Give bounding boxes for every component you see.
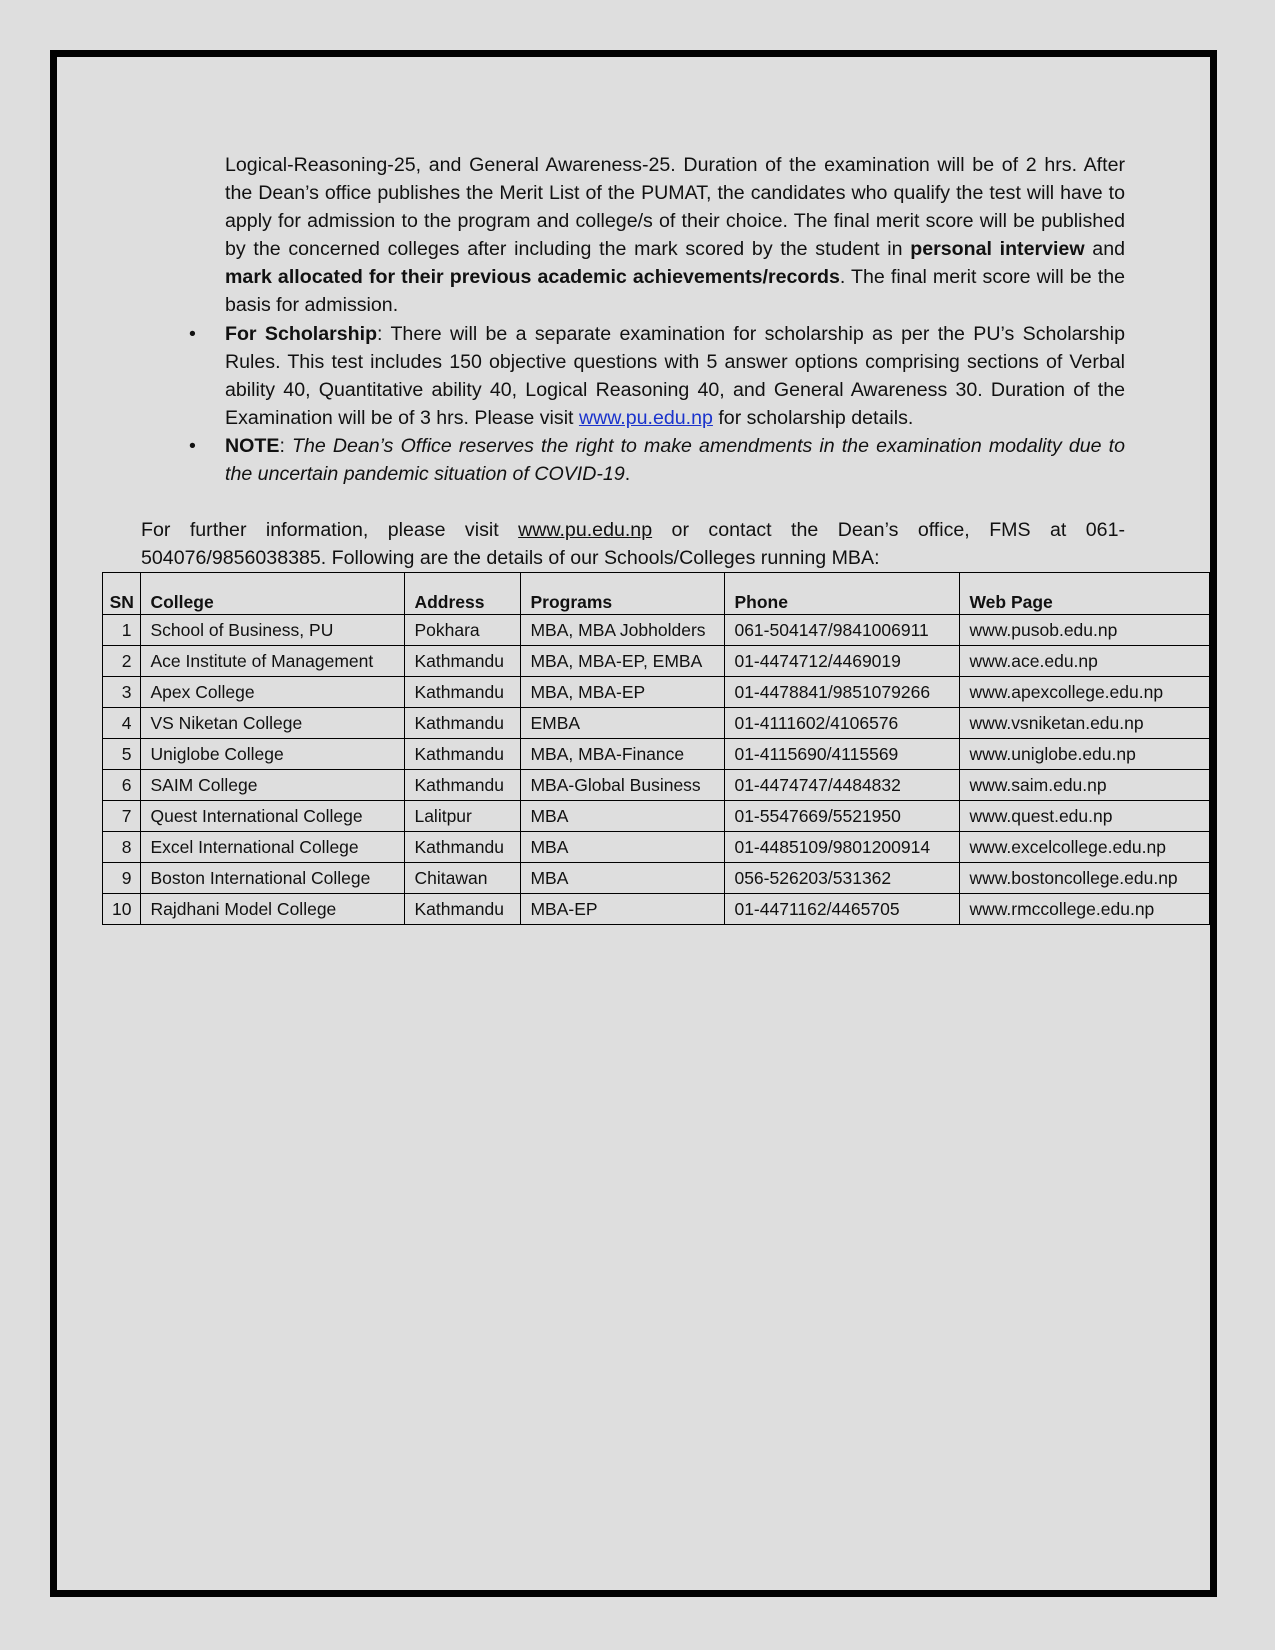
cell-phone: 01-4478841/9851079266	[725, 677, 960, 708]
header-address: Address	[405, 573, 521, 615]
table-row	[103, 894, 1210, 925]
table-row	[103, 615, 1210, 646]
header-college: College	[141, 573, 405, 615]
table-row	[103, 708, 1210, 739]
cell-sn: 9	[103, 863, 141, 894]
cell-sn: 6	[103, 770, 141, 801]
cell-programs: MBA, MBA Jobholders	[521, 615, 725, 646]
cell-address: Pokhara	[405, 615, 521, 646]
cell-phone: 01-4471162/4465705	[725, 894, 960, 925]
cell-programs: MBA, MBA-EP, EMBA	[521, 646, 725, 677]
cell-web-page: www.apexcollege.edu.np	[960, 677, 1210, 708]
cell-web-page: www.ace.edu.np	[960, 646, 1210, 677]
cell-address: Kathmandu	[405, 677, 521, 708]
note-bullet-item	[189, 432, 1125, 488]
cell-sn: 1	[103, 615, 141, 646]
cell-web-page: www.pusob.edu.np	[960, 615, 1210, 646]
header-web-page: Web Page	[960, 573, 1210, 615]
admission-paragraph	[225, 151, 1125, 319]
cell-phone: 056-526203/531362	[725, 863, 960, 894]
header-programs: Programs	[521, 573, 725, 615]
cell-web-page: www.quest.edu.np	[960, 801, 1210, 832]
scholarship-pu-link[interactable]: www.pu.edu.np	[578, 407, 713, 429]
cell-college: Rajdhani Model College	[141, 894, 405, 925]
table-row	[103, 832, 1210, 863]
further-info-text-1: For further information, please visit	[141, 519, 519, 541]
cell-programs: MBA, MBA-Finance	[521, 739, 725, 770]
cell-address: Lalitpur	[405, 801, 521, 832]
cell-sn: 3	[103, 677, 141, 708]
note-label: NOTE	[225, 435, 280, 457]
scholarship-bullet-item	[189, 320, 1126, 432]
table-row	[103, 739, 1210, 770]
academic-achievements-bold: mark allocated for their previous academic achievements/records	[225, 266, 840, 288]
cell-programs: MBA-Global Business	[521, 770, 725, 801]
cell-sn: 7	[103, 801, 141, 832]
further-info-text-2: or contact the Dean’s office, FMS at 061-504076/9856038385. Following are the details of our Schools/Colleges running MBA:	[141, 519, 1126, 569]
cell-phone: 01-4474712/4469019	[725, 646, 960, 677]
cell-programs: MBA, MBA-EP	[521, 677, 725, 708]
cell-college: School of Business, PU	[141, 615, 405, 646]
note-colon: :	[279, 435, 292, 457]
cell-sn: 10	[103, 894, 141, 925]
cell-sn: 8	[103, 832, 141, 863]
cell-phone: 01-4115690/4115569	[725, 739, 960, 770]
header-sn: SN	[103, 573, 141, 615]
cell-phone: 01-4111602/4106576	[725, 708, 960, 739]
cell-college: SAIM College	[141, 770, 405, 801]
cell-web-page: www.uniglobe.edu.np	[960, 739, 1210, 770]
cell-address: Kathmandu	[405, 770, 521, 801]
cell-programs: EMBA	[521, 708, 725, 739]
cell-web-page: www.saim.edu.np	[960, 770, 1210, 801]
info-bullet-list	[189, 320, 1126, 488]
colleges-table	[102, 572, 1210, 925]
note-end: .	[624, 463, 631, 485]
table-row	[103, 677, 1210, 708]
cell-web-page: www.rmccollege.edu.np	[960, 894, 1210, 925]
scholarship-text-1: : There will be a separate examination for scholarship as per the PU’s Scholarship Rules. This test includes 150 objective questions with 5 answer options comprising sections of Verbal ability 40, Quantitative ability 40, Logical Reasoning 40, and General Awareness 30. Duration of the Examination will be of 3 hrs. Please visit	[225, 323, 1126, 429]
cell-address: Kathmandu	[405, 739, 521, 770]
table-row	[103, 646, 1210, 677]
cell-phone: 01-5547669/5521950	[725, 801, 960, 832]
table-row	[103, 863, 1210, 894]
cell-programs: MBA	[521, 832, 725, 863]
cell-college: Quest International College	[141, 801, 405, 832]
cell-programs: MBA-EP	[521, 894, 725, 925]
cell-sn: 2	[103, 646, 141, 677]
header-phone: Phone	[725, 573, 960, 615]
admission-text-2: and	[1084, 238, 1125, 260]
table-header-row	[103, 573, 1210, 615]
cell-phone: 01-4485109/9801200914	[725, 832, 960, 863]
cell-phone: 01-4474747/4484832	[725, 770, 960, 801]
table-row	[103, 770, 1210, 801]
cell-college: Uniglobe College	[141, 739, 405, 770]
colleges-table-body	[103, 615, 1210, 925]
scholarship-label: For Scholarship	[225, 323, 378, 345]
cell-sn: 4	[103, 708, 141, 739]
cell-college: Excel International College	[141, 832, 405, 863]
cell-address: Kathmandu	[405, 832, 521, 863]
table-row	[103, 801, 1210, 832]
cell-college: Ace Institute of Management	[141, 646, 405, 677]
further-info-pu-link[interactable]: www.pu.edu.np	[518, 519, 653, 541]
cell-web-page: www.excelcollege.edu.np	[960, 832, 1210, 863]
cell-web-page: www.bostoncollege.edu.np	[960, 863, 1210, 894]
cell-college: VS Niketan College	[141, 708, 405, 739]
cell-address: Kathmandu	[405, 894, 521, 925]
cell-address: Kathmandu	[405, 708, 521, 739]
cell-address: Kathmandu	[405, 646, 521, 677]
cell-college: Boston International College	[141, 863, 405, 894]
bullet-dot-icon: •	[189, 435, 196, 457]
further-info-paragraph	[141, 516, 1125, 572]
cell-address: Chitawan	[405, 863, 521, 894]
personal-interview-bold: personal interview	[910, 238, 1085, 260]
cell-sn: 5	[103, 739, 141, 770]
cell-college: Apex College	[141, 677, 405, 708]
cell-web-page: www.vsniketan.edu.np	[960, 708, 1210, 739]
cell-programs: MBA	[521, 863, 725, 894]
scholarship-text-2: for scholarship details.	[712, 407, 914, 429]
bullet-dot-icon: •	[189, 323, 196, 345]
cell-programs: MBA	[521, 801, 725, 832]
cell-phone: 061-504147/9841006911	[725, 615, 960, 646]
note-italic-text: The Dean’s Office reserves the right to make amendments in the examination modality due to the uncertain pandemic situation of COVID-19	[225, 435, 1125, 485]
admission-text-3: . The final merit score will be the basis for admission.	[225, 266, 1125, 316]
admission-text-1: Logical-Reasoning-25, and General Awareness-25. Duration of the examination will be of 2 hrs. After the Dean’s office publishes the Merit List of the PUMAT, the candidates who qualify the test will have to apply for admission to the program and college/s of their choice. The final merit score will be published by the concerned colleges after including the mark scored by the student in	[225, 154, 1125, 260]
